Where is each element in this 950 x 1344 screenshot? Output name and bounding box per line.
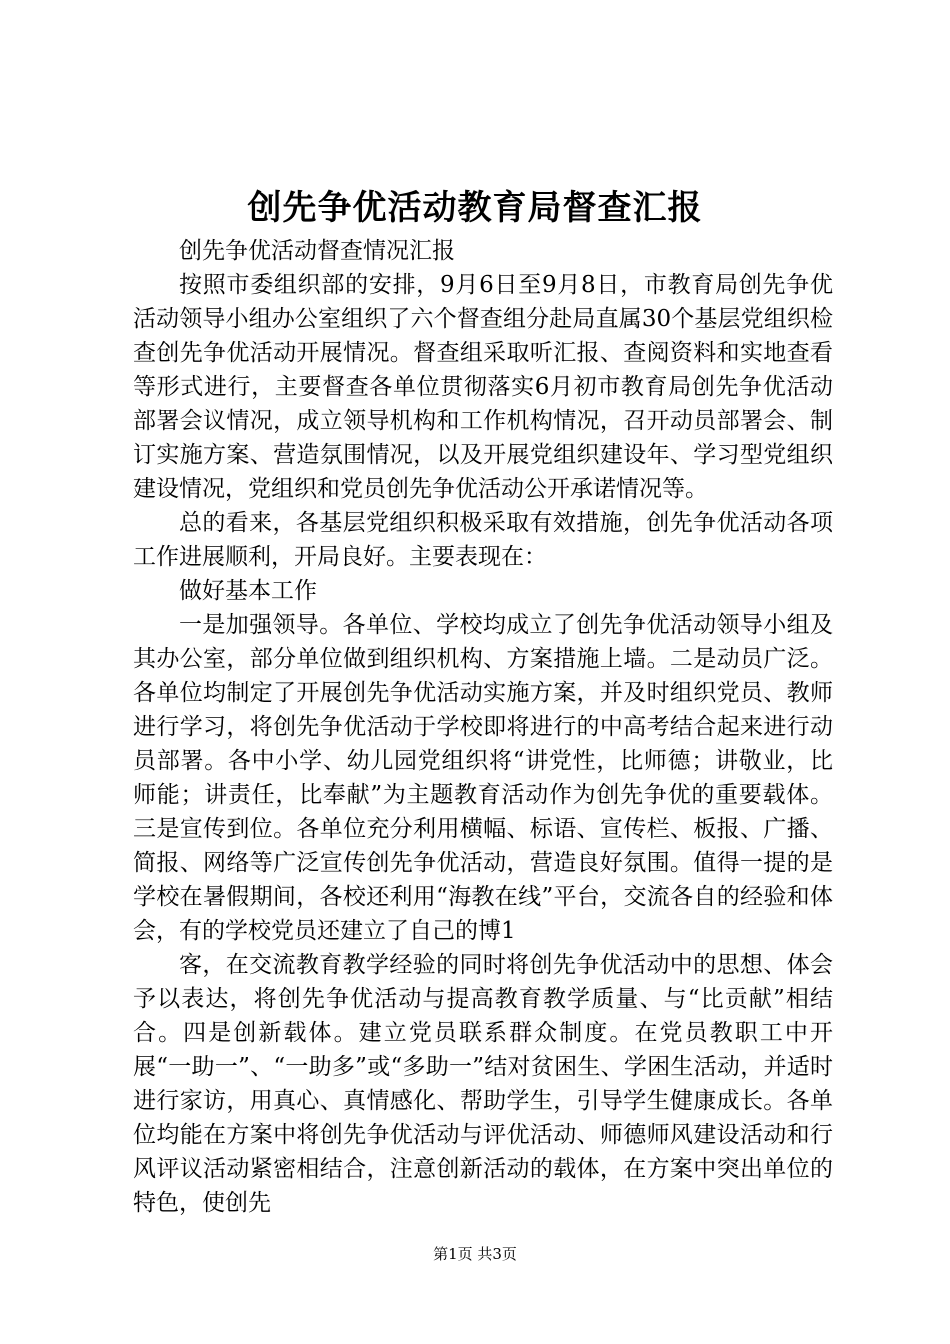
body-paragraph: 按照市委组织部的安排，9月6日至9月8日，市教育局创先争优活动领导小组办公室组织了六个督查组分赴局直属30个基层党组织检查创先争优活动开展情况。督查组采取听汇报、查阅资料和实地查看等形式进行，主要督查各单位贯彻落实6月初市教育局创先争优活动部署会议情况，成立领导机构和工作机构情况，召开动员部署会、制订实施方案、营造氛围情况，以及开展党组织建设年、学习型党组织建设情况，党组织和党员创先争优活动公开承诺情况等。 (133, 272, 833, 502)
document-body (133, 234, 833, 1220)
section-heading: 做好基本工作 (179, 578, 317, 604)
body-paragraph: 一是加强领导。各单位、学校均成立了创先争优活动领导小组及其办公室，部分单位做到组织机构、方案措施上墙。二是动员广泛。各单位均制定了开展创先争优活动实施方案，并及时组织党员、教师进行学习，将创先争优活动于学校即将进行的中高考结合起来进行动员部署。各中小学、幼儿园党组织将“讲党性，比师德；讲敬业，比师能；讲责任，比奉献”为主题教育活动作为创先争优的重要载体。三是宣传到位。各单位充分利用横幅、标语、宣传栏、板报、广播、简报、网络等广泛宣传创先争优活动，营造良好氛围。值得一提的是学校在暑假期间，各校还利用“海教在线”平台，交流各自的经验和体会，有的学校党员还建立了自己的博1 (133, 612, 833, 944)
page-footer: 第1页 共3页 (433, 1245, 517, 1263)
body-paragraph: 创先争优活动督查情况汇报 (179, 238, 455, 264)
document-title: 创先争优活动教育局督查汇报 (247, 188, 703, 228)
body-paragraph: 客，在交流教育教学经验的同时将创先争优活动中的思想、体会予以表达，将创先争优活动与提高教育教学质量、与“比贡献”相结合。四是创新载体。建立党员联系群众制度。在党员教职工中开展“一助一”、“一助多”或“多助一”结对贫困生、学困生活动，并适时进行家访，用真心、真情感化、帮助学生，引导学生健康成长。各单位均能在方案中将创先争优活动与评优活动、师德师风建设活动和行风评议活动紧密相结合，注意创新活动的载体，在方案中突出单位的特色，使创先 (133, 952, 833, 1216)
body-paragraph: 总的看来，各基层党组织积极采取有效措施，创先争优活动各项工作进展顺利，开局良好。主要表现在： (133, 510, 833, 570)
